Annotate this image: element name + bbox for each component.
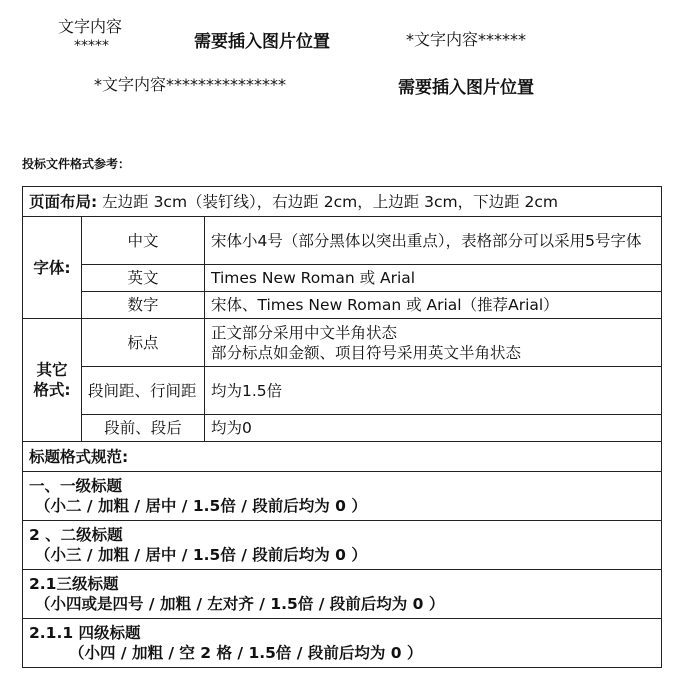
font-name: 数字	[82, 292, 205, 319]
other-value: 均为1.5倍	[205, 367, 662, 415]
heading-desc: （小四 / 加粗 / 空 2 格 / 1.5倍 / 段前后均为 0 ）	[69, 644, 423, 662]
other-label-line-1: 其它	[36, 361, 68, 379]
heading-spec-cell	[23, 472, 662, 521]
font-label: 字体:	[23, 217, 82, 319]
other-name: 段前、段后	[82, 415, 205, 442]
image-placeholder-2: 需要插入图片位置	[398, 78, 534, 98]
heading-spec-label: 标题格式规范:	[23, 442, 662, 472]
other-label-line-2: 格式:	[33, 381, 71, 399]
table-row	[23, 415, 662, 442]
header-text-1: 文字内容	[58, 17, 123, 36]
other-label	[23, 319, 82, 442]
table-row	[23, 521, 662, 570]
heading-title: 2 、二级标题	[29, 526, 123, 544]
image-placeholder-1: 需要插入图片位置	[194, 32, 330, 52]
heading-spec-cell	[23, 570, 662, 619]
table-row	[23, 217, 662, 265]
font-value: 宋体小4号（部分黑体以突出重点），表格部分可以采用5号字体	[205, 217, 662, 265]
other-value-line-1: 正文部分采用中文半角状态	[211, 323, 398, 342]
header-text-2: *文字内容******	[406, 30, 527, 49]
section-caption: 投标文件格式参考：	[22, 157, 131, 171]
heading-spec-cell	[23, 619, 662, 668]
layout-label: 页面布局:	[29, 192, 98, 211]
font-value: Times New Roman 或 Arial	[205, 265, 662, 292]
layout-cell	[23, 187, 662, 217]
heading-title: 一、一级标题	[29, 477, 123, 495]
heading-desc: （小三 / 加粗 / 居中 / 1.5倍 / 段前后均为 0 ）	[35, 546, 367, 564]
table-row	[23, 187, 662, 217]
other-name: 段间距、行间距	[82, 367, 205, 415]
table-row	[23, 319, 662, 367]
header-stars: *****	[74, 38, 109, 54]
other-value-line-2: 部分标点如金额、项目符号采用英文半角状态	[211, 343, 522, 362]
table-row	[23, 367, 662, 415]
table-row	[23, 472, 662, 521]
header-text-3: *文字内容***************	[94, 75, 287, 94]
other-name: 标点	[82, 319, 205, 367]
table-row	[23, 570, 662, 619]
heading-desc: （小四或是四号 / 加粗 / 左对齐 / 1.5倍 / 段前后均为 0 ）	[35, 595, 445, 613]
table-row	[23, 292, 662, 319]
table-row	[23, 265, 662, 292]
other-value	[205, 319, 662, 367]
heading-spec-cell	[23, 521, 662, 570]
format-spec-table	[22, 186, 662, 668]
table-row	[23, 619, 662, 668]
font-name: 英文	[82, 265, 205, 292]
font-value: 宋体、Times New Roman 或 Arial（推荐Arial）	[205, 292, 662, 319]
heading-title: 2.1三级标题	[29, 575, 119, 593]
heading-desc: （小二 / 加粗 / 居中 / 1.5倍 / 段前后均为 0 ）	[35, 497, 367, 515]
font-name: 中文	[82, 217, 205, 265]
other-value: 均为0	[205, 415, 662, 442]
layout-text: 左边距 3cm（装钉线），右边距 2cm，上边距 3cm，下边距 2cm	[102, 192, 559, 211]
table-row	[23, 442, 662, 472]
heading-title: 2.1.1 四级标题	[29, 624, 141, 642]
